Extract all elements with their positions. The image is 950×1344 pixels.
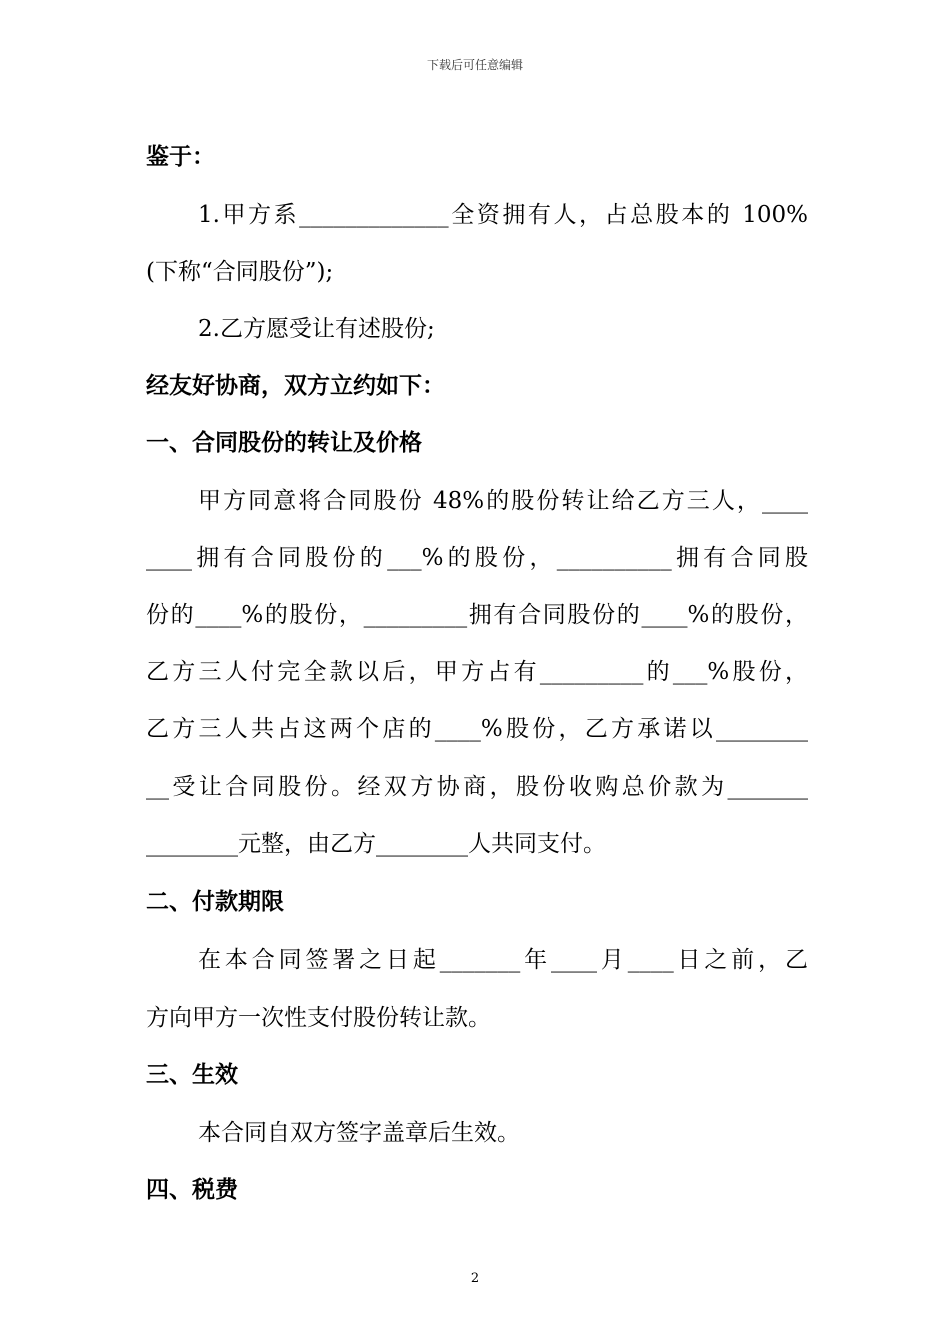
section-1-line-2: ____拥有合同股份的___%的股份，__________拥有合同股	[146, 545, 808, 571]
section-1-line-4: 乙方三人付完全款以后，甲方占有_________的___%股份，	[146, 659, 808, 685]
page-number: 2	[470, 1271, 480, 1286]
section-3-line-1: 本合同自双方签字盖章后生效。	[198, 1120, 520, 1146]
section-2-line-2: 方向甲方一次性支付股份转让款。	[146, 1005, 491, 1031]
page-header: 下载后可任意编辑	[426, 58, 523, 72]
section-1-line-7: ________元整，由乙方________人共同支付。	[146, 831, 606, 857]
section-1-line-6: __受让合同股份。经双方协商，股份收购总价款为_______	[146, 774, 808, 800]
section-1-line-3: 份的____%的股份，_________拥有合同股份的____%的股份，	[146, 602, 808, 628]
recital-1-line-2: (下称“合同股份”);	[146, 259, 334, 285]
preamble-heading: 鉴于：	[146, 144, 215, 170]
section-4-heading: 四、税费	[146, 1177, 238, 1203]
recital-1-line-1: 1.甲方系_____________全资拥有人，占总股本的 100%	[198, 202, 808, 228]
section-1-line-1: 甲方同意将合同股份 48%的股份转让给乙方三人，____	[198, 488, 808, 514]
section-1-heading: 一、合同股份的转让及价格	[146, 430, 422, 456]
section-2-line-1: 在本合同签署之日起_______年____月____日之前，乙	[198, 947, 808, 973]
agreement-intro: 经友好协商，双方立约如下：	[146, 373, 445, 399]
recital-2: 2.乙方愿受让有述股份;	[198, 316, 435, 342]
section-2-heading: 二、付款期限	[146, 889, 284, 915]
section-3-heading: 三、生效	[146, 1062, 238, 1088]
section-1-line-5: 乙方三人共占这两个店的____%股份，乙方承诺以________	[146, 716, 808, 742]
